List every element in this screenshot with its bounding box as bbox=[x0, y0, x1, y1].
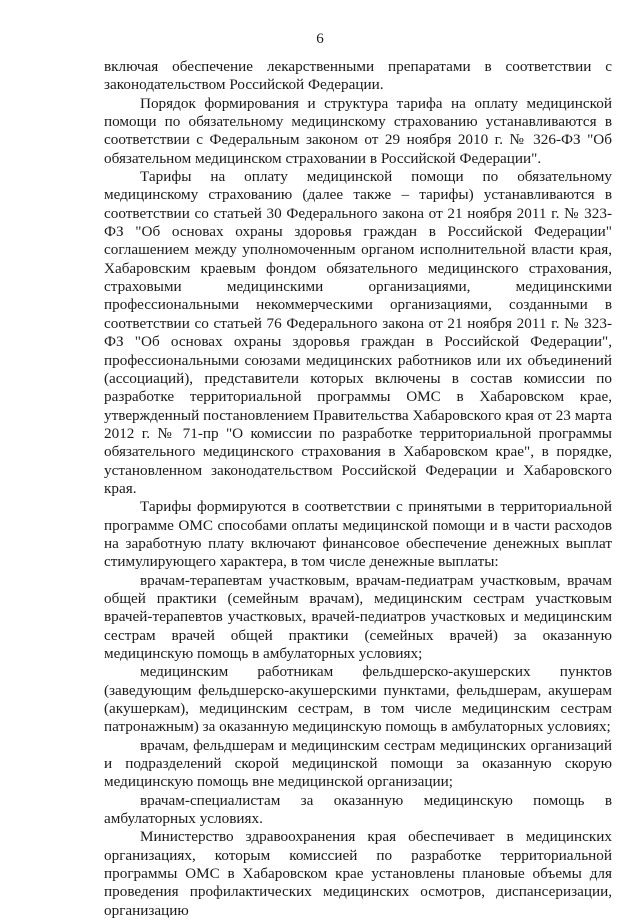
paragraph-payments-specialists: врачам-специалистам за оказанную медицинскую помощь в амбулаторных условиях. bbox=[104, 791, 612, 828]
paragraph-payments-district-doctors: врачам-терапевтам участковым, врачам-педиатрам участковым, врачам общей практики (семейным врачам), медицинским сестрам участковым врачей-терапевтов участковых, врачей-педиатров участковых и медицинским сестрам врачей общей практики (семейных врачей) за оказанную медицинскую помощь в амбулаторных условиях; bbox=[104, 571, 612, 662]
paragraph-tariff-structure: Порядок формирования и структура тарифа на оплату медицинской помощи по обязательному медицинскому страхованию устанавливаются в соответствии с Федеральным законом от 29 ноября 2010 г. № 326-ФЗ "Об обязательном медицинском страховании в Российской Федерации". bbox=[104, 94, 612, 167]
paragraph-payments-ambulance: врачам, фельдшерам и медицинским сестрам медицинских организаций и подразделений скорой медицинской помощи за оказанную скорую медицинскую помощь вне медицинской организации; bbox=[104, 736, 612, 791]
paragraph-ministry-obligations: Министерство здравоохранения края обеспечивает в медицинских организациях, которым комиссией по разработке территориальной программы ОМС в Хабаровском крае установлены плановые объемы для проведения профилактических медицинских осмотров, диспансеризации, организацию bbox=[104, 828, 612, 919]
page-number: 6 bbox=[316, 31, 324, 47]
document-body bbox=[104, 58, 612, 920]
paragraph-tariff-agreement: Тарифы на оплату медицинской помощи по обязательному медицинскому страхованию (далее также – тарифы) устанавливаются в соответствии со статьей 30 Федерального закона от 21 ноября 2011 г. № 323-ФЗ "Об основах охраны здоровья граждан в Российской Федерации" соглашением между уполномоченным органом исполнительной власти края, Хабаровским краевым фондом обязательного медицинского страхования, страховыми медицинскими организациями, медицинскими профессиональными некоммерческими организациями, созданными в соответствии со статьей 76 Федерального закона от 21 ноября 2011 г. № 323-ФЗ "Об основах охраны здоровья граждан в Российской Федерации", профессиональными союзами медицинских работников или их объединений (ассоциаций), представители которых включены в состав комиссии по разработке территориальной программы ОМС в Хабаровском крае, утвержденный постановлением Правительства Хабаровского края от 23 марта 2012 г. № 71-пр "О комиссии по разработке территориальной программы обязательного медицинского страхования в Хабаровском крае", в порядке, установленном законодательством Российской Федерации и Хабаровского края. bbox=[104, 168, 612, 497]
paragraph-continuation: включая обеспечение лекарственными препаратами в соответствии с законодательством Российской Федерации. bbox=[104, 58, 612, 94]
paragraph-payments-feldsher-points: медицинским работникам фельдшерско-акушерских пунктов (заведующим фельдшерско-акушерскими пунктами, фельдшерам, акушерам (акушеркам), медицинским сестрам, в том числе медицинским сестрам патронажным) за оказанную медицинскую помощь в амбулаторных условиях; bbox=[104, 663, 612, 736]
paragraph-tariff-formation: Тарифы формируются в соответствии с принятыми в территориальной программе ОМС способами оплаты медицинской помощи и в части расходов на заработную плату включают финансовое обеспечение денежных выплат стимулирующего характера, в том числе денежные выплаты: bbox=[104, 498, 612, 571]
